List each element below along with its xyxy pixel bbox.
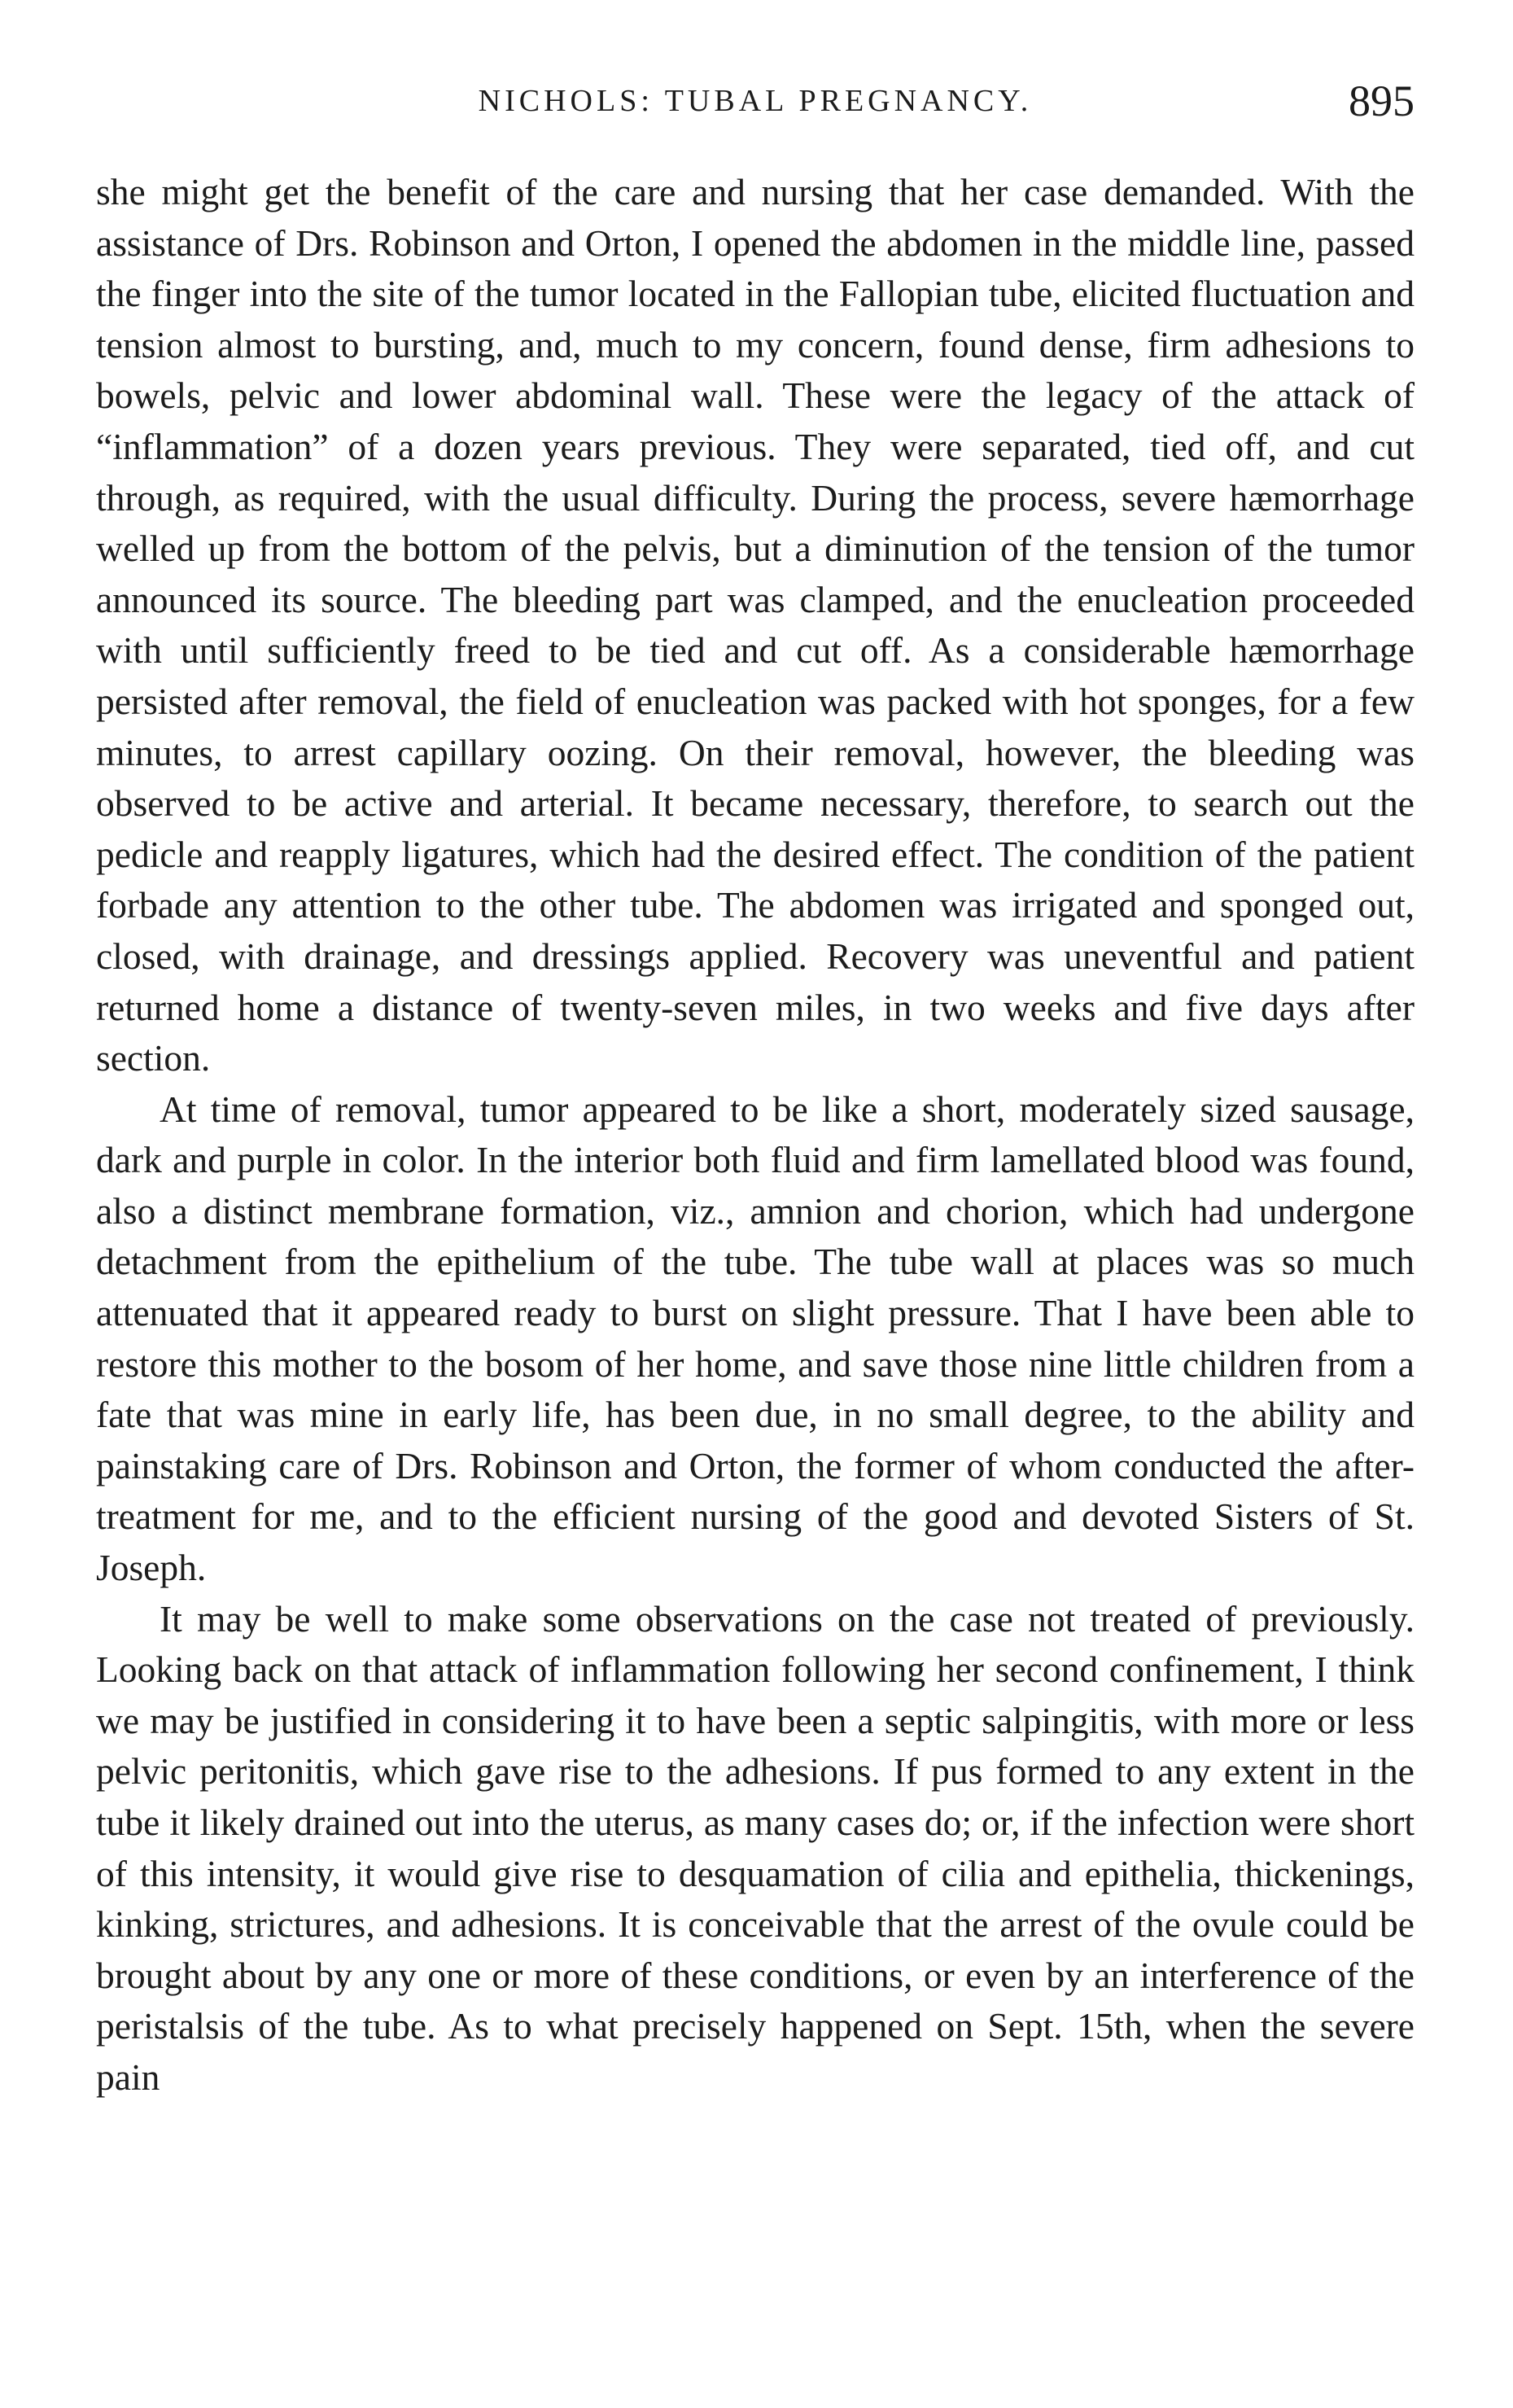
running-title: NICHOLS: TUBAL PREGNANCY. [478, 84, 1033, 118]
running-head [96, 75, 1415, 140]
paragraph-observations: It may be well to make some observations on the case not treated of previously. Looking back on that attack of inflammation following her second confinement, I think we may be justified in considering it to have been a septic salpingitis, with more or less pelvic peritonitis, which gave rise to the adhesions. If pus formed to any extent in the tube it likely drained out into the uterus, as many cases do; or, if the infection were short of this intensity, it would give rise to desquamation of cilia and epithelia, thickenings, kinking, strictures, and adhesions. It is conceivable that the arrest of the ovule could be brought about by any one or more of these conditions, or even by an interference of the peristalsis of the tube. As to what precisely happened on Sept. 15th, when the severe pain [96, 1597, 1415, 2098]
paragraph-continuation: she might get the benefit of the care and nursing that her case demanded. With the assistance of Drs. Robinson and Orton, I opened the abdomen in the middle line, passed the finger into the site of the tumor located in the Fallopian tube, elicited fluctuation and tension almost to bursting, and, much to my concern, found dense, firm adhesions to bowels, pelvic and lower abdominal wall. These were the legacy of the attack of “inflammation” of a dozen years previous. They were separated, tied off, and cut through, as required, with the usual difficulty. During the process, severe hæmorrhage welled up from the bottom of the pelvis, but a diminution of the tension of the tumor announced its source. The bleeding part was clamped, and the enucleation proceeded with until sufficiently freed to be tied and cut off. As a considerable hæmorrhage persisted after removal, the field of enucleation was packed with hot sponges, for a few minutes, to arrest capillary oozing. On their removal, however, the bleeding was observed to be active and arterial. It became necessary, therefore, to search out the pedicle and reapply ligatures, which had the desired effect. The condition of the patient forbade any attention to the other tube. The abdomen was irrigated and sponged out, closed, with drainage, and dressings applied. Recovery was uneventful and patient returned home a distance of twenty-seven miles, in two weeks and five days after section. [96, 171, 1415, 1079]
page-number: 895 [1349, 77, 1415, 125]
body-text [96, 167, 1415, 2104]
paragraph-tumor-description: At time of removal, tumor appeared to be like a short, moderately sized sausage, dark and purple in color. In the interior both fluid and firm lamellated blood was found, also a distinct membrane formation, viz., amnion and chorion, which had undergone detachment from the epithelium of the tube. The tube wall at places was so much attenuated that it appeared ready to burst on slight pressure. That I have been able to restore this mother to the bosom of her home, and save those nine little children from a fate that was mine in early life, has been due, in no small degree, to the ability and painstaking care of Drs. Robinson and Orton, the former of whom conducted the after-treatment for me, and to the efficient nursing of the good and devoted Sisters of St. Joseph. [96, 1088, 1415, 1589]
